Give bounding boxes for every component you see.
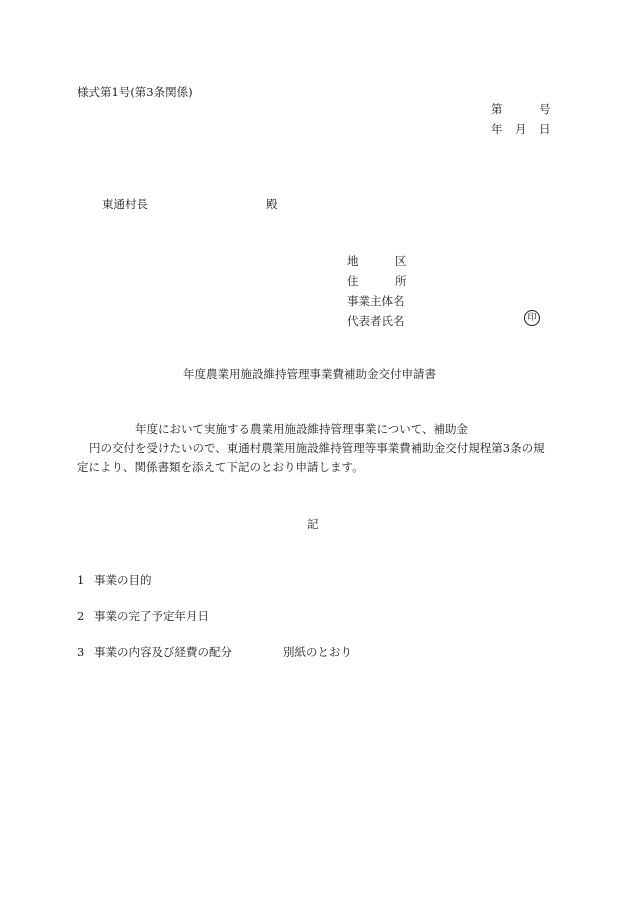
item-number: 2 (77, 609, 85, 623)
district-label-a: 地 (347, 254, 359, 268)
date-month: 月 (515, 122, 527, 136)
document-title: 年度農業用施設維持管理事業費補助金交付申請書 (183, 367, 436, 381)
body-line-1: 年度において実施する農業用施設維持管理事業について、補助金 (135, 422, 469, 436)
address-label-b: 所 (395, 274, 407, 288)
addressee-honorific: 殿 (266, 197, 278, 211)
ki-heading: 記 (307, 517, 319, 531)
body-line-3: 定により、関係書類を添えて下記のとおり申請します。 (77, 460, 364, 474)
item-label: 事業の内容及び経費の配分 (94, 645, 232, 659)
seal-mark: 印 (524, 310, 540, 326)
item-label: 事業の完了予定年月日 (94, 609, 209, 623)
district-label-b: 区 (395, 254, 407, 268)
item-number: 3 (77, 645, 85, 659)
body-paragraph (77, 424, 552, 481)
item-number: 1 (77, 573, 85, 587)
item-label: 事業の目的 (94, 573, 152, 587)
item-value: 別紙のとおり (283, 645, 352, 659)
body-line-2: 円の交付を受けたいので、東通村農業用施設維持管理等事業費補助金交付規程第3条の規 (89, 441, 545, 455)
addressee-name: 東通村長 (102, 197, 148, 211)
entity-name-label: 事業主体名 (347, 294, 405, 308)
document-number-prefix: 第 (491, 102, 503, 116)
representative-name-label: 代表者氏名 (347, 314, 405, 328)
date-year: 年 (491, 122, 503, 136)
document-number-suffix: 号 (539, 102, 551, 116)
form-number: 様式第1号(第3条関係) (77, 85, 193, 99)
address-label-a: 住 (347, 274, 359, 288)
date-day: 日 (539, 122, 551, 136)
